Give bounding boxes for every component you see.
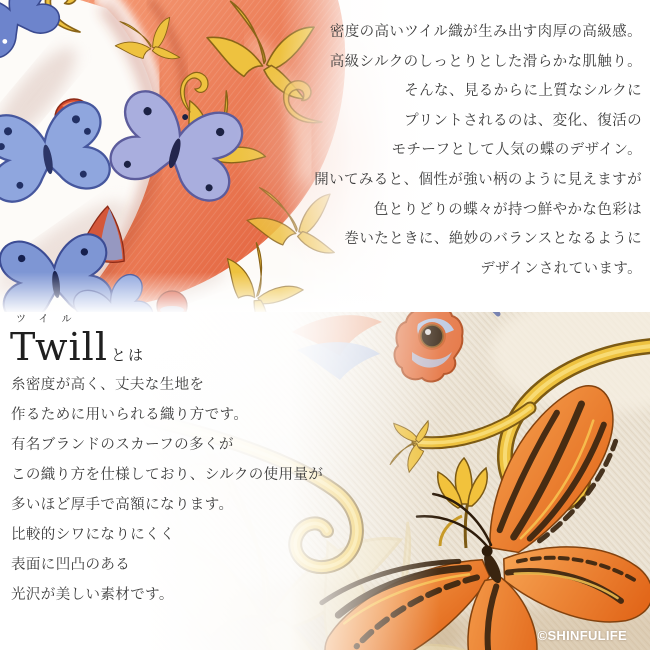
intro-line: 巻いたときに、絶妙のバランスとなるように — [344, 231, 642, 248]
intro-line: 高級シルクのしっとりとした滑らかな肌触り。 — [329, 53, 642, 70]
twill-line: 表面に凹凸のある — [11, 557, 131, 573]
intro-line: 密度の高いツイル織が生み出す肉厚の高級感。 — [329, 24, 642, 40]
twill-line: 糸密度が高く、丈夫な生地を — [11, 377, 205, 393]
intro-text — [314, 18, 642, 284]
intro-line: そんな、見るからに上質なシルクに — [404, 83, 642, 100]
twill-line: 有名ブランドのスカーフの多くが — [11, 437, 234, 453]
twill-line: この織り方を仕様しており、シルクの使用量が — [11, 467, 324, 483]
intro-line: モチーフとして人気の蝶のデザイン。 — [391, 142, 642, 159]
twill-suffix: とは — [110, 346, 145, 364]
intro-line: 開いてみると、個性が強い柄のように見えますが — [314, 171, 642, 188]
twill-line: 光沢が美しい素材です。 — [11, 587, 174, 603]
twill-ruby: ツイル — [16, 314, 85, 325]
twill-heading — [10, 314, 145, 368]
twill-description — [11, 370, 323, 610]
intro-line: 色とりどりの蝶々が持つ鮮やかな色彩は — [373, 201, 642, 218]
copyright-watermark: ©SHINFULIFE — [537, 628, 627, 643]
intro-line: プリントされるのは、変化、復活の — [404, 112, 642, 129]
intro-line: デザインされています。 — [480, 260, 642, 277]
twill-line: 比較的シワになりにくく — [11, 527, 175, 543]
twill-line: 作るために用いられる織り方です。 — [11, 407, 249, 423]
twill-line: 多いほど厚手で高額になります。 — [11, 497, 234, 513]
twill-term: Twill — [10, 325, 108, 369]
